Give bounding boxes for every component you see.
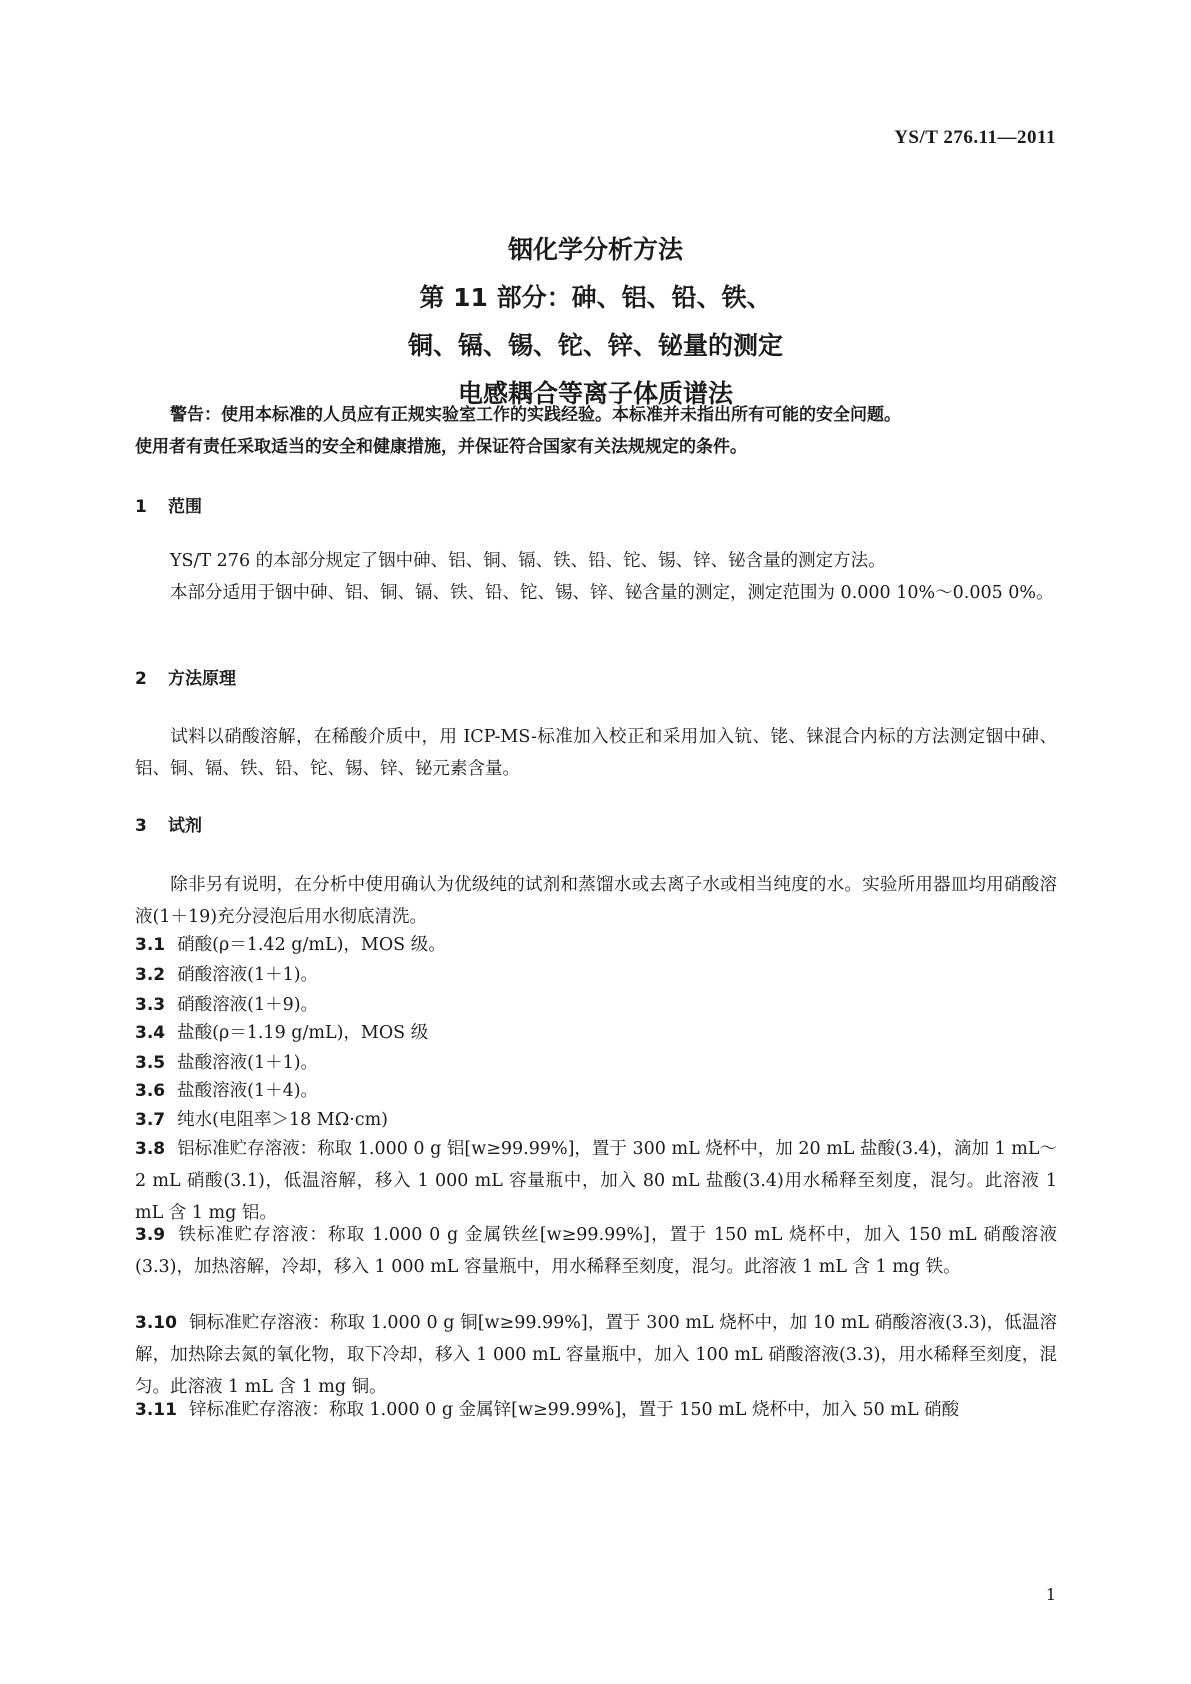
section-1-title: 范围 — [168, 497, 202, 517]
clause-3-7: 3.7 纯水(电阻率＞18 MΩ·cm) — [135, 1110, 388, 1130]
clause-3-11: 3.11 锌标准贮存溶液：称取 1.000 0 g 金属锌[w≥99.99%]，置于 150 mL 烧杯中，加入 50 mL 硝酸 — [135, 1400, 960, 1420]
document-title — [0, 226, 1191, 418]
clause-3-9: 3.9 铁标准贮存溶液：称取 1.000 0 g 金属铁丝[w≥99.99%]，置于 150 mL 烧杯中，加入 150 mL 硝酸溶液(3.3)，加热溶解，冷却，移入 1 000 mL 容量瓶中，用水稀释至刻度，混匀。此溶液 1 mL 含 1 mg 铁。 — [135, 1225, 1057, 1277]
title-line-2: 第 11 部分：砷、铝、铅、铁、 — [419, 283, 772, 312]
section-3-paragraph-1: 除非另有说明，在分析中使用确认为优级纯的试剂和蒸馏水或去离子水或相当纯度的水。实验所用器皿均用硝酸溶液(1＋19)充分浸泡后用水彻底清洗。 — [135, 875, 1057, 927]
standard-code: YS/T 276.11—2011 — [894, 127, 1056, 148]
clause-3-10: 3.10 铜标准贮存溶液：称取 1.000 0 g 铜[w≥99.99%]，置于 300 mL 烧杯中，加 10 mL 硝酸溶液(3.3)，低温溶解，加热除去氮的氧化物，取下冷却，移入 1 000 mL 容量瓶中，加入 100 mL 硝酸溶液(3.3)，用水稀释至刻度，混匀。此溶液 1 mL 含 1 mg 铜。 — [135, 1313, 1057, 1397]
section-1-paragraph-2: 本部分适用于铟中砷、铝、铜、镉、铁、铅、铊、锡、锌、铋含量的测定，测定范围为 0.000 10%～0.005 0%。 — [170, 583, 1054, 603]
title-line-3: 铜、镉、锡、铊、锌、铋量的测定 — [407, 331, 783, 360]
warning-line-2: 使用者有责任采取适当的安全和健康措施，并保证符合国家有关法规规定的条件。 — [135, 437, 747, 457]
clause-3-8: 3.8 铝标准贮存溶液：称取 1.000 0 g 铝[w≥99.99%]，置于 300 mL 烧杯中，加 20 mL 盐酸(3.4)，滴加 1 mL～2 mL 硝酸(3.1)，低温溶解，移入 1 000 mL 容量瓶中，加入 80 mL 盐酸(3.4)用水稀释至刻度，混匀。此溶液 1 mL 含 1 mg 铝。 — [135, 1139, 1057, 1223]
section-3-title: 试剂 — [168, 816, 202, 836]
clause-3-3: 3.3 硝酸溶液(1＋9)。 — [135, 995, 319, 1015]
section-3-heading — [135, 811, 202, 841]
title-line-4: 电感耦合等离子体质谱法 — [457, 379, 733, 408]
section-2-number: 2 — [135, 669, 147, 689]
section-2-heading — [135, 664, 236, 694]
section-1-heading — [135, 492, 202, 522]
clause-3-2: 3.2 硝酸溶液(1＋1)。 — [135, 965, 319, 985]
title-line-1: 铟化学分析方法 — [507, 235, 683, 264]
warning-notice — [135, 399, 1057, 463]
clause-3-1: 3.1 硝酸(ρ＝1.42 g/mL)，MOS 级。 — [135, 935, 446, 955]
page-number: 1 — [1045, 1585, 1056, 1604]
section-1-number: 1 — [135, 497, 147, 517]
clause-3-6: 3.6 盐酸溶液(1＋4)。 — [135, 1081, 319, 1101]
section-2-paragraph-1: 试料以硝酸溶解，在稀酸介质中，用 ICP-MS-标准加入校正和采用加入钪、铑、铼混合内标的方法测定铟中砷、铝、铜、镉、铁、铅、铊、锡、锌、铋元素含量。 — [135, 727, 1057, 779]
section-3-number: 3 — [135, 816, 147, 836]
section-2-title: 方法原理 — [168, 669, 236, 689]
warning-line-1: 警告：使用本标准的人员应有正规实验室工作的实践经验。本标准并未指出所有可能的安全问题。 — [170, 405, 901, 425]
clause-3-4: 3.4 盐酸(ρ＝1.19 g/mL)，MOS 级 — [135, 1023, 429, 1043]
section-1-paragraph-1: YS/T 276 的本部分规定了铟中砷、铝、铜、镉、铁、铅、铊、锡、锌、铋含量的测定方法。 — [170, 551, 886, 571]
clause-3-5: 3.5 盐酸溶液(1＋1)。 — [135, 1053, 319, 1073]
